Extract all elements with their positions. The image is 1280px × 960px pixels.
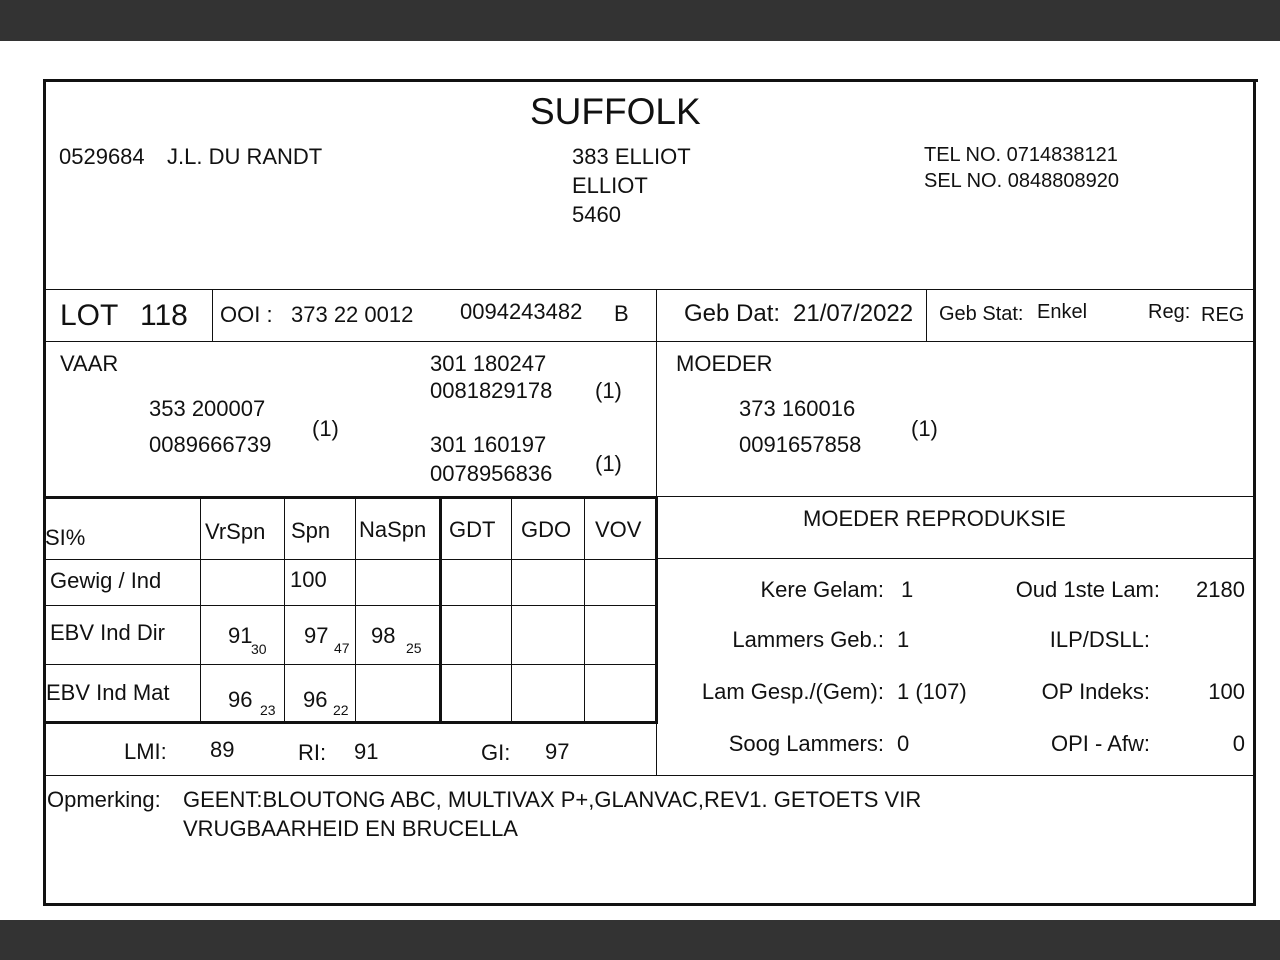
weight-spn: 100 [290,567,327,592]
dam-id: 373 160016 [739,396,856,421]
lambs-born-label: Lammers Geb.: [732,627,884,652]
row-label-ebv-mat: EBV Ind Mat [46,680,170,705]
sire-sire-reg: 0081829178 [430,378,553,403]
suckling-label: Soog Lammers: [728,731,884,756]
sire-id: 353 200007 [149,396,266,421]
table-row-line-2 [45,605,656,606]
breeder-code: 0529684 [59,144,145,169]
col-header-naspn: NaSpn [359,517,427,542]
lmi-value: 89 [210,737,235,762]
sel-number: SEL NO. 0848808920 [924,170,1119,192]
dam-label: MOEDER [676,351,773,376]
suckling-value: 0 [897,731,910,756]
frame-bottom [43,903,1256,906]
table-col-line-1 [200,498,201,722]
birth-date: 21/07/2022 [793,300,914,327]
col-header-vov: VOV [595,517,642,542]
birth-status: Enkel [1037,301,1088,323]
frame-left [43,79,46,906]
table-col-line-3 [355,498,356,722]
ebv-dir-spn: 97 [304,623,329,648]
sire-dam-id: 301 160197 [430,432,547,457]
frame-right [1253,79,1256,906]
address-line-2: ELLIOT [572,173,648,198]
sire-sire-mark: (1) [595,378,622,403]
table-border-bottom [45,721,658,724]
lmi-label: LMI: [124,739,167,764]
row-label-ebv-dir: EBV Ind Dir [50,620,165,645]
repro-title: MOEDER REPRODUKSIE [803,506,1066,531]
table-border-top [45,496,658,499]
ri-label: RI: [298,740,327,765]
sire-label: VAAR [60,351,119,376]
lambs-born-value: 1 [897,627,910,652]
table-col-line-5 [584,498,585,722]
sire-sire-id: 301 180247 [430,351,547,376]
gi-value: 97 [545,739,570,764]
ewe-grade: B [614,301,629,326]
col-header-spn: Spn [291,518,331,543]
ebv-dir-vrspn-accuracy: 30 [251,641,267,657]
dam-mark: (1) [911,416,938,441]
table-group-divider [439,496,442,724]
op-index-value: 100 [1208,679,1245,704]
remarks-line-2: VRUGBAARHEID EN BRUCELLA [183,816,518,841]
rule-repro-top [657,496,1255,497]
sire-dam-reg: 0078956836 [430,461,553,486]
col-header-gdo: GDO [521,517,572,542]
rule-header [45,289,1255,290]
first-lamb-age-value: 2180 [1196,577,1245,602]
table-row-line-3 [45,664,656,665]
table-row-line-1 [45,559,656,560]
ebv-dir-naspn-accuracy: 25 [406,640,422,656]
birth-status-label: Geb Stat: [939,303,1024,325]
dam-reg: 0091657858 [739,432,862,457]
col-header-vrspn: VrSpn [205,519,266,544]
ewe-reg-no: 0094243482 [460,299,583,324]
ebv-mat-vrspn: 96 [228,687,253,712]
sire-dam-mark: (1) [595,451,622,476]
rule-repro-title [657,558,1255,559]
ewe-id: 373 22 0012 [291,302,414,327]
times-lambed-label: Kere Gelam: [760,577,884,602]
ebv-dir-vrspn: 91 [228,623,253,648]
op-index-label: OP Indeks: [1041,679,1150,704]
table-col-line-4 [511,498,512,722]
weaned-label: Lam Gesp./(Gem): [701,679,884,704]
lot-number: 118 [140,299,188,332]
ewe-label: OOI : [220,302,273,327]
ebv-mat-spn-accuracy: 22 [333,702,349,718]
table-border-right [655,496,658,724]
table-col-line-2 [284,498,285,722]
remarks-label: Opmerking: [47,787,161,812]
rule-lot [45,341,1255,342]
opi-dev-value: 0 [1232,731,1245,756]
breed-title: SUFFOLK [530,91,701,132]
rule-lot-divider [212,289,213,341]
ebv-dir-naspn: 98 [371,623,396,648]
rule-indices [45,775,1255,776]
ebv-mat-spn: 96 [303,687,328,712]
remarks-line-1: GEENT:BLOUTONG ABC, MULTIVAX P+,GLANVAC,REV1. GETOETS VIR [183,787,922,812]
tel-number: TEL NO. 0714838121 [924,144,1118,166]
birth-date-label: Geb Dat: [684,300,781,327]
ebv-dir-spn-accuracy: 47 [334,640,350,656]
reg-value: REG [1201,304,1245,326]
sire-mark: (1) [312,416,339,441]
address-line-1: 383 ELLIOT [572,144,691,169]
lot-label: LOT [60,299,119,332]
opi-dev-label: OPI - Afw: [1050,731,1150,756]
rule-geb-divider [926,289,927,341]
reg-label: Reg: [1148,301,1191,323]
gi-label: GI: [481,740,511,765]
address-line-3: 5460 [572,202,621,227]
sire-reg: 0089666739 [149,432,272,457]
table-corner-label: SI% [45,525,86,550]
ri-value: 91 [354,739,379,764]
ebv-mat-vrspn-accuracy: 23 [260,702,276,718]
row-label-weight: Gewig / Ind [50,568,162,593]
col-header-gdt: GDT [449,517,496,542]
times-lambed-value: 1 [901,577,914,602]
ilp-label: ILP/DSLL: [1049,627,1150,652]
weaned-value: 1 (107) [897,679,967,704]
first-lamb-age-label: Oud 1ste Lam: [1015,577,1160,602]
frame-top [43,79,1258,82]
breeder-name: J.L. DU RANDT [167,144,323,169]
